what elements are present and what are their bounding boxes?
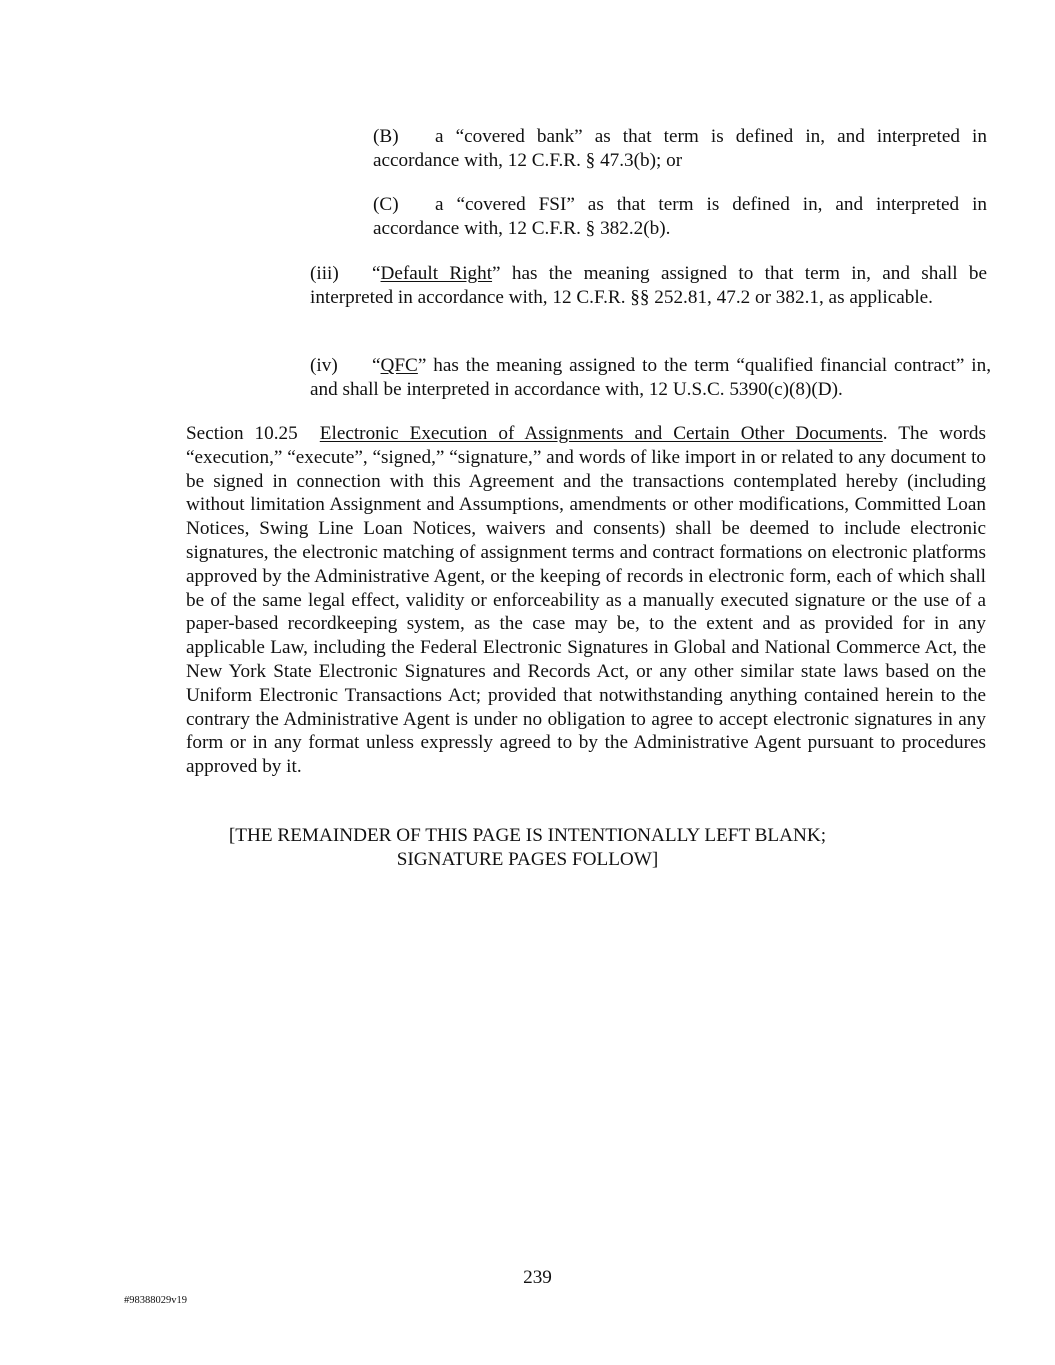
section-number: Section 10.25	[186, 423, 298, 444]
clause-c	[311, 193, 987, 241]
defined-term-qfc: QFC	[380, 355, 418, 376]
clause-iii-open-quote: “	[372, 263, 381, 284]
section-body: . The words “execution,” “execute”, “signed,” “signature,” and words of like import in or related to any document to be signed in connection with this Agreement and the transactions contemplated hereby (including without limitation Assignment and Assumptions, amendments or other modifications, Committed Loan Notices, Swing Line Loan Notices, waivers and consents) shall be deemed to include electronic signatures, the electronic matching of assignment terms and contract formations on electronic platforms approved by the Administrative Agent, or the keeping of records in electronic form, each of which shall be of the same legal effect, validity or enforceability as a manually executed signature or the use of a paper-based recordkeeping system, as the case may be, to the extent and as provided for in any applicable Law, including the Federal Electronic Signatures in Global and National Commerce Act, the New York State Electronic Signatures and Records Act, or any other similar state laws based on the Uniform Electronic Transactions Act; provided that notwithstanding anything contained herein to the contrary the Administrative Agent is under no obligation to agree to accept electronic signatures in any form or in any format unless expressly agreed to by the Administrative Agent pursuant to procedures approved by it.	[186, 423, 986, 778]
section-10-25	[124, 422, 986, 779]
notice-line-2: SIGNATURE PAGES FOLLOW]	[396, 848, 659, 870]
page-number: 239	[523, 1267, 552, 1288]
clause-b-label: (B)	[373, 126, 399, 147]
document-id: #98388029v19	[124, 1295, 187, 1306]
clause-c-label: (C)	[373, 194, 399, 215]
clause-iii	[248, 262, 987, 310]
clause-iv-label: (iv)	[310, 355, 338, 376]
notice-line-1: [THE REMAINDER OF THIS PAGE IS INTENTIONALLY LEFT BLANK;	[228, 825, 827, 846]
clause-iv-text: ” has the meaning assigned to the term “qualified financial contract” in, and shall be interpreted in accordance with, 12 U.S.C. 5390(c)(8)(D).	[310, 355, 991, 400]
clause-c-text: a “covered FSI” as that term is defined in, and interpreted in accordance with, 12 C.F.R. § 382.2(b).	[373, 194, 987, 239]
clause-iii-text: ” has the meaning assigned to that term in, and shall be interpreted in accordance with, 12 C.F.R. §§ 252.81, 47.2 or 382.1, as applicable.	[310, 263, 987, 308]
defined-term-default-right: Default Right	[380, 263, 493, 284]
blank-page-notice	[124, 824, 931, 872]
clause-iv-open-quote: “	[372, 355, 381, 376]
section-heading: Electronic Execution of Assignments and Certain Other Documents	[319, 423, 883, 444]
clause-b	[311, 125, 987, 173]
clause-iv	[248, 354, 991, 402]
clause-iii-label: (iii)	[310, 263, 339, 284]
clause-b-text: a “covered bank” as that term is defined in, and interpreted in accordance with, 12 C.F.R. § 47.3(b); or	[373, 126, 987, 171]
